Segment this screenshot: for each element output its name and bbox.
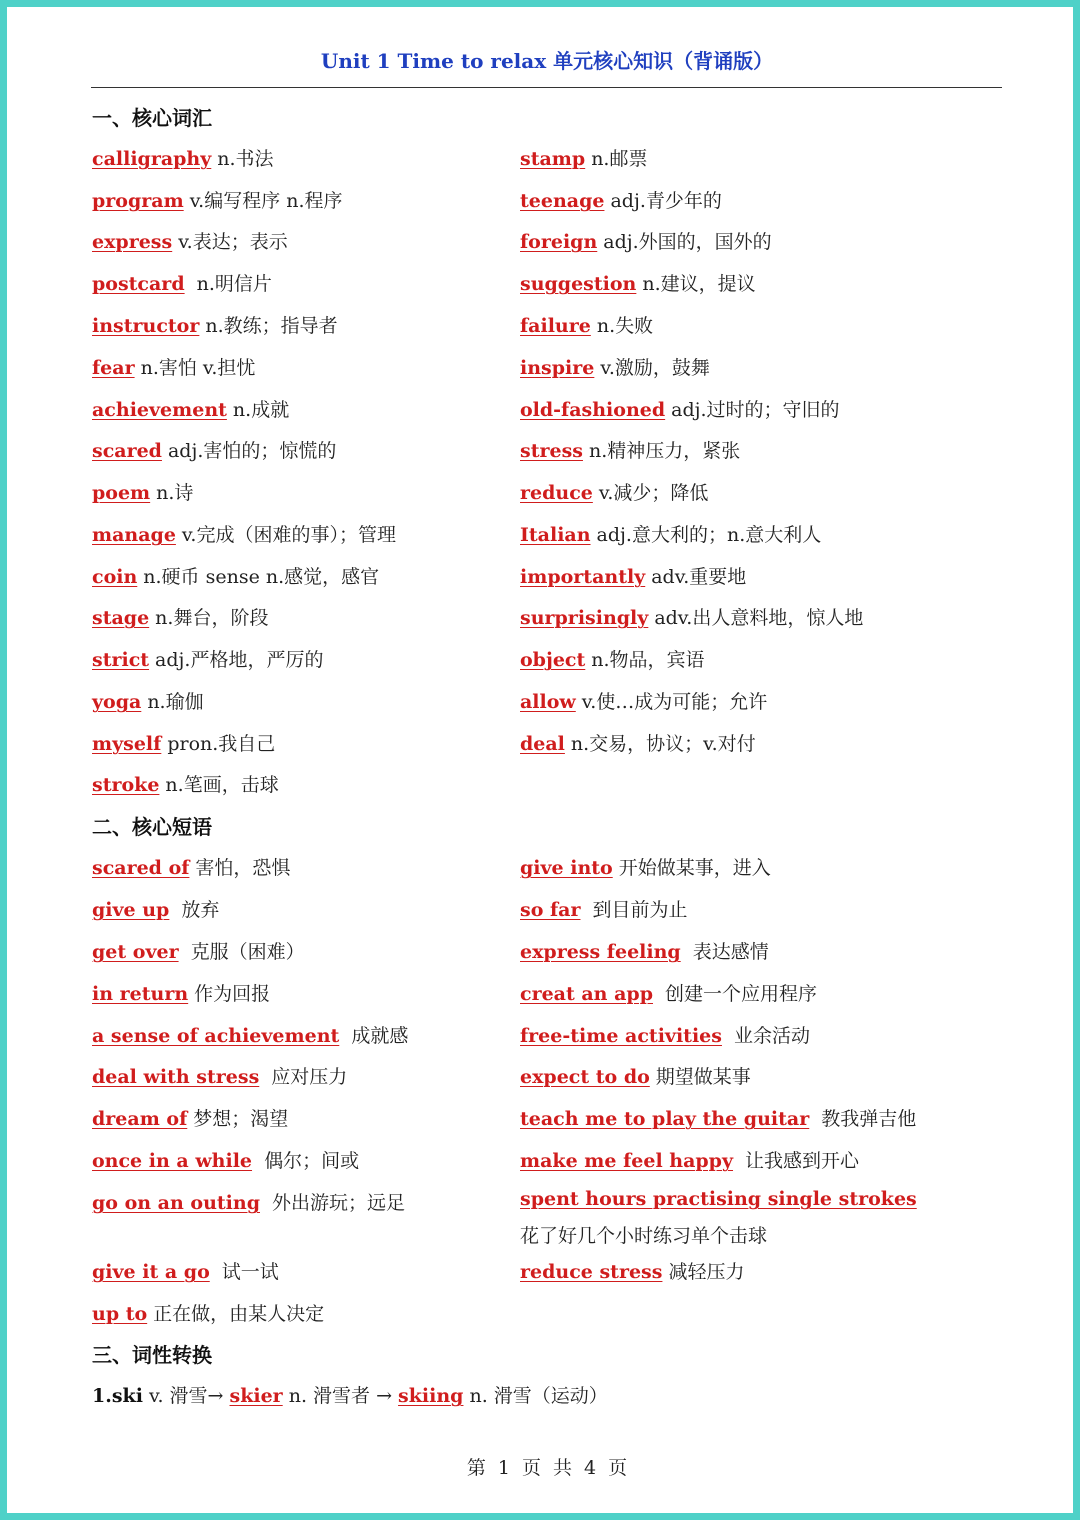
conversion-row: [92, 1381, 608, 1408]
meaning: n.精神压力，紧张: [588, 440, 741, 462]
term: reduce: [520, 482, 593, 504]
term: dream of: [92, 1108, 188, 1130]
vocab-right-item: [520, 436, 740, 463]
meaning: n.害怕 v.担忧: [140, 357, 256, 379]
section-conversion-heading: 三、词性转换: [92, 1343, 212, 1367]
term: allow: [520, 691, 576, 713]
meaning: 害怕，恐惧: [195, 857, 291, 879]
term: instructor: [92, 315, 200, 337]
phrases-left-item: [92, 1299, 324, 1326]
meaning: 外出游玩；远足: [266, 1192, 406, 1214]
term: free-time activities: [520, 1025, 722, 1047]
term: expect to do: [520, 1066, 650, 1088]
phrases-right-item: [520, 853, 771, 880]
term: program: [92, 190, 184, 212]
meaning: n.邮票: [591, 148, 648, 170]
meaning: 花了好几个小时练习单个击球: [520, 1225, 768, 1247]
vocab-left-item: [92, 729, 275, 756]
meaning: 放弃: [175, 899, 220, 921]
title-divider: [91, 87, 1002, 88]
term: get over: [92, 941, 179, 963]
vocab-right-item: [520, 562, 746, 589]
meaning: n.书法: [217, 148, 274, 170]
meaning: 让我感到开心: [739, 1150, 860, 1172]
meaning: adv.重要地: [651, 566, 747, 588]
meaning: v.减少；降低: [598, 482, 709, 504]
vocab-left-item: [92, 770, 279, 797]
vocab-right-item: [520, 603, 863, 630]
meaning: 教我弹吉他: [815, 1108, 917, 1130]
vocab-right-item: [520, 311, 653, 338]
meaning: 减轻压力: [668, 1261, 745, 1283]
phrases-left-item: [92, 853, 290, 880]
meaning: n.成就: [232, 399, 290, 421]
phrases-left-item: [92, 1104, 288, 1131]
meaning: 成就感: [345, 1025, 409, 1047]
term: stamp: [520, 148, 586, 170]
phrases-right-item: [520, 1146, 859, 1173]
term: creat an app: [520, 983, 653, 1005]
term: give it a go: [92, 1261, 210, 1283]
meaning: n.物品，宾语: [591, 649, 705, 671]
meaning: n.瑜伽: [147, 691, 204, 713]
term: importantly: [520, 566, 646, 588]
meaning: v.完成（困难的事）；管理: [181, 524, 396, 546]
vocab-right-item: [520, 144, 647, 171]
term: stress: [520, 440, 583, 462]
vocab-left-item: [92, 395, 289, 422]
term: old-fashioned: [520, 399, 666, 421]
conversion-word-skier: skier: [229, 1385, 283, 1407]
term: stage: [92, 607, 150, 629]
term: stroke: [92, 774, 160, 796]
term: yoga: [92, 691, 142, 713]
term: fear: [92, 357, 135, 379]
phrases-right-item: [520, 1021, 810, 1048]
vocab-left-item: [92, 645, 323, 672]
conversion-word-skiing: skiing: [398, 1385, 464, 1407]
meaning: adj.青少年的: [610, 190, 722, 212]
term: so far: [520, 899, 581, 921]
meaning: v.编写程序 n.程序: [189, 190, 343, 212]
meaning: adj.过时的；守旧的: [671, 399, 840, 421]
term: postcard: [92, 273, 185, 295]
phrases-left-item: [92, 895, 219, 922]
meaning: n.硬币 sense n.感觉，感官: [143, 566, 380, 588]
term: coin: [92, 566, 138, 588]
meaning: 梦想；渴望: [193, 1108, 289, 1130]
term: achievement: [92, 399, 227, 421]
phrases-left-item: [92, 937, 305, 964]
term: foreign: [520, 231, 598, 253]
phrases-left-item: [92, 1188, 405, 1215]
phrases-right-item: [520, 1221, 767, 1248]
term: strict: [92, 649, 150, 671]
vocab-left-item: [92, 227, 288, 254]
vocab-left-item: [92, 311, 338, 338]
term: express feeling: [520, 941, 681, 963]
meaning: adj.外国的，国外的: [603, 231, 772, 253]
meaning: adj.严格地，严厉的: [155, 649, 324, 671]
term: suggestion: [520, 273, 637, 295]
phrases-right-item: [520, 1188, 917, 1210]
meaning: 表达感情: [686, 941, 769, 963]
meaning: 偶尔；间或: [258, 1150, 360, 1172]
phrases-right-item: [520, 1257, 744, 1284]
term: failure: [520, 315, 591, 337]
term: Italian: [520, 524, 591, 546]
phrases-right-item: [520, 937, 769, 964]
term: in return: [92, 983, 189, 1005]
meaning: 作为回报: [194, 983, 271, 1005]
phrases-left-item: [92, 1146, 359, 1173]
term: give into: [520, 857, 613, 879]
vocab-right-item: [520, 520, 821, 547]
vocab-left-item: [92, 562, 379, 589]
phrases-right-item: [520, 1104, 916, 1131]
vocab-left-item: [92, 269, 272, 296]
meaning: v.使…成为可能；允许: [581, 691, 768, 713]
section-phrases-heading: 二、核心短语: [92, 815, 212, 839]
meaning: n.明信片: [190, 273, 272, 295]
phrases-right-item: [520, 895, 688, 922]
vocab-right-item: [520, 227, 772, 254]
term: spent hours practising single strokes: [520, 1188, 917, 1210]
phrases-right-item: [520, 979, 817, 1006]
vocab-right-item: [520, 269, 756, 296]
term: make me feel happy: [520, 1150, 734, 1172]
section-vocab-heading: 一、核心词汇: [92, 106, 212, 130]
vocab-left-item: [92, 186, 343, 213]
term: once in a while: [92, 1150, 253, 1172]
vocab-right-item: [520, 729, 756, 756]
meaning: 克服（困难）: [184, 941, 305, 963]
vocab-right-item: [520, 645, 705, 672]
term: teenage: [520, 190, 605, 212]
term: surprisingly: [520, 607, 649, 629]
vocab-left-item: [92, 520, 396, 547]
meaning: pron.我自己: [167, 733, 276, 755]
term: deal with stress: [92, 1066, 260, 1088]
meaning: v.激励，鼓舞: [600, 357, 710, 379]
vocab-right-item: [520, 186, 722, 213]
vocab-left-item: [92, 353, 255, 380]
term: up to: [92, 1303, 148, 1325]
meaning: n.诗: [156, 482, 194, 504]
vocab-right-item: [520, 395, 840, 422]
meaning: adv.出人意料地，惊人地: [654, 607, 864, 629]
meaning: adj.意大利的；n.意大利人: [596, 524, 822, 546]
vocab-left-item: [92, 144, 274, 171]
conversion-word-ski: ski: [111, 1385, 143, 1407]
term: go on an outing: [92, 1192, 260, 1214]
term: a sense of achievement: [92, 1025, 340, 1047]
term: calligraphy: [92, 148, 212, 170]
meaning: 应对压力: [265, 1066, 348, 1088]
meaning: 开始做某事，进入: [618, 857, 771, 879]
meaning: n.笔画，击球: [165, 774, 279, 796]
term: myself: [92, 733, 162, 755]
term: manage: [92, 524, 176, 546]
term: object: [520, 649, 586, 671]
vocab-right-item: [520, 687, 767, 714]
term: poem: [92, 482, 151, 504]
conversion-pos-3: n. 滑雪（运动）: [463, 1385, 608, 1407]
vocab-left-item: [92, 478, 193, 505]
conversion-number: 1.: [92, 1385, 112, 1407]
meaning: 正在做，由某人决定: [153, 1303, 325, 1325]
meaning: n.建议，提议: [642, 273, 756, 295]
phrases-left-item: [92, 979, 270, 1006]
term: teach me to play the guitar: [520, 1108, 810, 1130]
meaning: adj.害怕的；惊慌的: [167, 440, 337, 462]
conversion-pos-2: n. 滑雪者 →: [282, 1385, 399, 1407]
meaning: 创建一个应用程序: [659, 983, 818, 1005]
vocab-left-item: [92, 687, 204, 714]
vocab-right-item: [520, 478, 708, 505]
meaning: n.教练；指导者: [205, 315, 338, 337]
meaning: n.交易，协议；v.对付: [570, 733, 756, 755]
vocab-left-item: [92, 436, 336, 463]
meaning: n.失败: [596, 315, 654, 337]
term: scared of: [92, 857, 190, 879]
term: reduce stress: [520, 1261, 663, 1283]
page-title: Unit 1 Time to relax 单元核心知识（背诵版）: [320, 49, 774, 73]
vocab-left-item: [92, 603, 268, 630]
term: express: [92, 231, 173, 253]
page-footer: 第 1 页 共 4 页: [466, 1457, 628, 1479]
meaning: v.表达；表示: [178, 231, 288, 253]
conversion-pos-1: v. 滑雪→: [142, 1385, 230, 1407]
meaning: n.舞台，阶段: [155, 607, 269, 629]
term: inspire: [520, 357, 595, 379]
meaning: 期望做某事: [655, 1066, 751, 1088]
term: give up: [92, 899, 170, 921]
meaning: 试一试: [215, 1261, 279, 1283]
meaning: 到目前为止: [586, 899, 688, 921]
vocab-right-item: [520, 353, 710, 380]
phrases-left-item: [92, 1021, 408, 1048]
phrases-left-item: [92, 1257, 279, 1284]
meaning: 业余活动: [727, 1025, 811, 1047]
term: deal: [520, 733, 565, 755]
phrases-left-item: [92, 1062, 347, 1089]
term: scared: [92, 440, 162, 462]
phrases-right-item: [520, 1062, 751, 1089]
